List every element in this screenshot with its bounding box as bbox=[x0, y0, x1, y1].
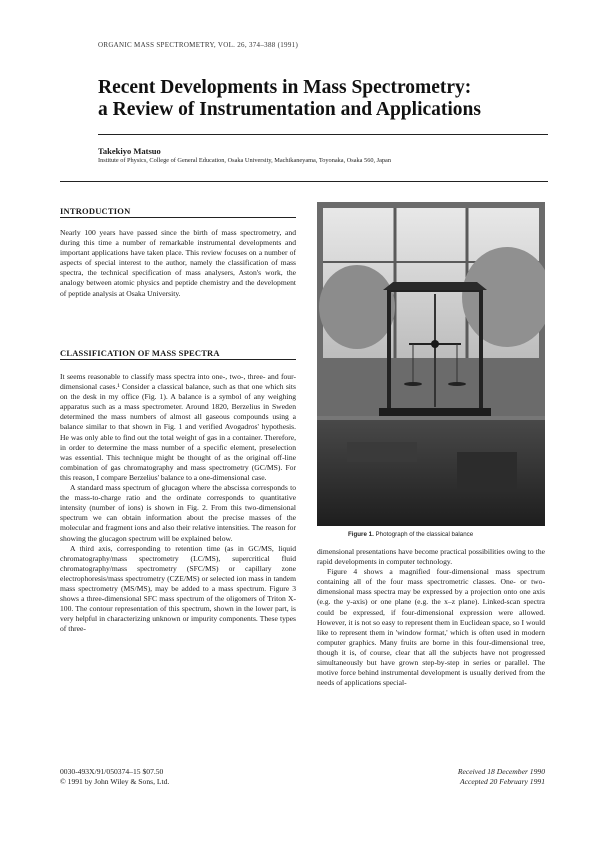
paragraph: A third axis, corresponding to retention time (as in GC/MS, liquid chromatography/mass spectrometry (LC/MS), supercritical fluid chromatography/mass spectrometry (SFC/MS) or capillary zone electrophoresis/mass spectrometry (CZE/MS) or selected ion mass in tandem mass spectrometry (MS/MS), may be added to a mass spectrum. Figure 3 shows a three-dimensional SFC mass spectrum of the oligomers of Triton X-100. The contour representation of this spectrum, shown in the lower part, is very helpful in characterizing unknown or impurity components. These types of three- bbox=[60, 543, 296, 634]
article-title bbox=[98, 77, 558, 121]
figure-caption-text: Photograph of the classical balance bbox=[375, 531, 474, 538]
accepted-date: Accepted 20 February 1991 bbox=[460, 777, 545, 786]
section-heading-classification: CLASSIFICATION OF MASS SPECTRA bbox=[60, 348, 220, 358]
paragraph: Figure 4 shows a magnified four-dimensional mass spectrum containing all of the four mass spectrometric classes. One- or two-dimensional mass spectra may be expressed by a projection onto one axis (e.g. the y-axis) or one plane (e.g. the x–z plane). Linked-scan spectra could be expressed, if four-dimensional expression were allowed. However, it is not so easy to represent them in Euclidean space, so I would like to represent them in 'window format,' which is often used in modern computer graphics. Many fruits are borne in this four-dimensional tree, though it is, of course, clear that all the subjects have not progressed simultaneously but have grown step-by-step in series or parallel. The motive force behind instrumental development is usually derived from the needs of applications special- bbox=[317, 567, 545, 688]
issn-code: 0030-493X/91/050374–15 $07.50 bbox=[60, 767, 164, 776]
section-rule-2 bbox=[60, 359, 296, 360]
received-date: Received 18 December 1990 bbox=[457, 767, 545, 776]
author-name: Takekiyo Matsuo bbox=[98, 146, 161, 156]
figure-1-caption bbox=[348, 531, 473, 538]
figure-1-photo bbox=[317, 202, 545, 526]
footer-publication-info bbox=[60, 767, 169, 787]
section-rule-1 bbox=[60, 217, 296, 218]
classification-text bbox=[60, 372, 296, 634]
figure-label: Figure 1. bbox=[348, 531, 374, 538]
section-heading-introduction: INTRODUCTION bbox=[60, 206, 131, 216]
title-rule bbox=[98, 134, 548, 135]
copyright: © 1991 by John Wiley & Sons, Ltd. bbox=[60, 777, 170, 786]
author-affiliation: Institute of Physics, College of General Education, Osaka University, Machikaneyama, Toyonaka, Osaka 560, Japan bbox=[98, 157, 391, 164]
balance-photo-illustration bbox=[317, 202, 545, 526]
running-head: ORGANIC MASS SPECTROMETRY, VOL. 26, 374–388 (1991) bbox=[98, 41, 299, 49]
introduction-text: Nearly 100 years have passed since the birth of mass spectrometry, and during this time a number of remarkable instrumental developments and important applications have taken place. This review focuses on a number of aspects of special interest to the author, namely the classification of mass spectra, the technical specification of mass analysers, Aston's work, the analogy between atomic physics and peptide chemistry and the development of peptide analysis at Osaka University. bbox=[60, 228, 296, 298]
paragraph: dimensional presentations have become practical possibilities owing to the rapid developments in computer technology. bbox=[317, 547, 545, 567]
paragraph: A standard mass spectrum of glucagon where the abscissa corresponds to the mass-to-charge ratio and the ordinate corresponds to quantitative intensity (number of ions) is shown in Fig. 2. From this two-dimensional spectrum we can obtain information about the precise masses of the molecular and fragment ions and also their relative intensities. The reason for showing the glucagon spectrum will be explained below. bbox=[60, 483, 296, 543]
title-line-2: a Review of Instrumentation and Applications bbox=[98, 99, 481, 120]
title-line-1: Recent Developments in Mass Spectrometry: bbox=[98, 77, 472, 98]
right-column-text bbox=[317, 547, 545, 688]
footer-dates bbox=[430, 767, 545, 787]
paragraph: It seems reasonable to classify mass spectra into one-, two-, three- and four-dimensional cases.¹ Consider a classical balance, such as that one which sits on the desk in my office (Fig. 1). A balance is a symbol of any weighing apparatus such as a mass spectrometer. Around 1820, Berzelius in Sweden determined the mass numbers of almost all gaseous compounds using a balance similar to that shown in Fig. 1 and verified Avogadros' hypothesis. He was only able to find out the total weight of gas in a container. Therefore, in order to determine the mass number of a specific element, preselection was essential. This technique might be thought of as the original off-line combination of gas chromatography and mass spectrometry (GC/MS). For this reason, I compare Berzelius' balance to a one-dimensional case. bbox=[60, 372, 296, 482]
header-rule bbox=[60, 181, 548, 182]
